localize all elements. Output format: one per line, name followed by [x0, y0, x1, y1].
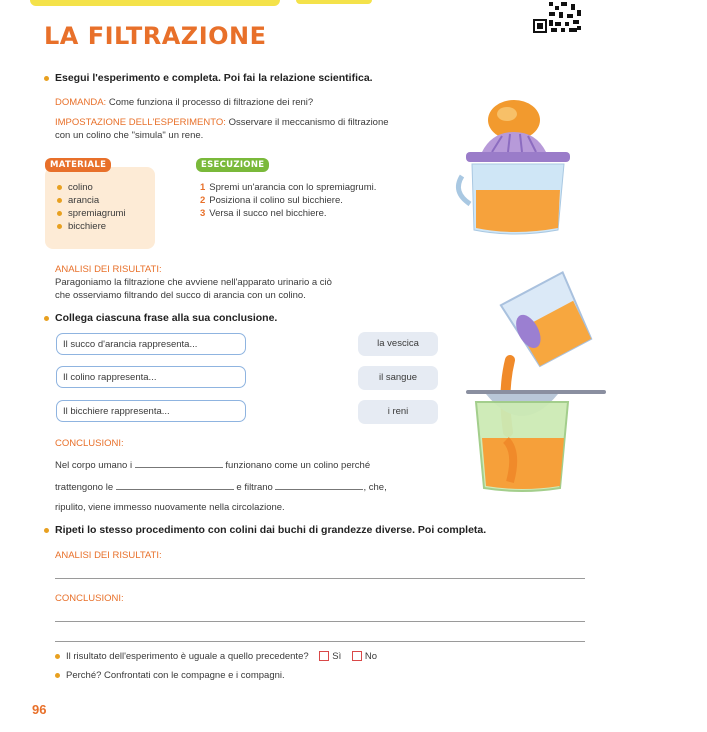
- bullet-icon: [44, 76, 49, 81]
- analisi-text-2: che osserviamo filtrando del succo di arancia con un colino.: [55, 290, 306, 301]
- analisi-label-1: ANALISI DEI RISULTATI:: [55, 264, 162, 275]
- match-left-1[interactable]: Il succo d'arancia rappresenta...: [56, 333, 246, 355]
- bullet-icon: [44, 316, 49, 321]
- analisi-label-2: ANALISI DEI RISULTATI:: [55, 550, 162, 561]
- page-number: 96: [32, 702, 47, 717]
- bullet-icon: [44, 528, 49, 533]
- list-item: arancia: [57, 194, 126, 207]
- conclusioni-label-2: CONCLUSIONI:: [55, 593, 124, 604]
- checkbox-no[interactable]: [352, 651, 362, 661]
- page-title: LA FILTRAZIONE: [44, 22, 267, 50]
- esecuzione-tag-label: ESECUZIONE: [196, 158, 269, 172]
- top-decoration-2: [296, 0, 372, 4]
- conclusioni-text: e filtrano: [236, 482, 273, 493]
- match-left-3[interactable]: Il bicchiere rappresenta...: [56, 400, 246, 422]
- list-item: 2 Posiziona il colino sul bicchiere.: [200, 195, 343, 206]
- domanda-label: DOMANDA:: [55, 97, 107, 108]
- fill-blank-3[interactable]: [275, 481, 363, 490]
- conclusioni-text: Nel corpo umano i: [55, 460, 133, 471]
- question-2-text: Perché? Confrontati con le compagne e i compagni.: [66, 670, 285, 681]
- top-decoration: [30, 0, 280, 6]
- checkbox-si[interactable]: [319, 651, 329, 661]
- analisi-text-1: Paragoniamo la filtrazione che avviene nell'apparato urinario a ciò: [55, 277, 332, 288]
- question-1-text: Il risultato dell'esperimento è uguale a quello precedente?: [66, 651, 309, 662]
- impostazione-text-1: Osservare il meccanismo di filtrazione: [228, 117, 389, 128]
- conclusioni-line-3: ripulito, viene immesso nuovamente nella circolazione.: [55, 502, 285, 513]
- esecuzione-list: [200, 181, 376, 220]
- bullet-icon: [55, 673, 60, 678]
- list-item: colino: [57, 181, 126, 194]
- list-item: 1 Spremi un'arancia con lo spremiagrumi.: [200, 182, 377, 193]
- answer-line-3[interactable]: [55, 641, 585, 642]
- match-right-1[interactable]: la vescica: [358, 332, 438, 356]
- qr-code: [533, 0, 583, 34]
- option-si-label: Sì: [332, 651, 342, 662]
- impostazione-label: IMPOSTAZIONE DELL'ESPERIMENTO:: [55, 117, 226, 128]
- fill-blank-1[interactable]: [135, 459, 223, 468]
- impostazione-text-2: con un colino che "simula" un rene.: [55, 130, 204, 141]
- materiale-tag-label: MATERIALE: [45, 158, 111, 172]
- materiale-list: [57, 181, 126, 233]
- conclusioni-line-1: [55, 459, 370, 471]
- option-no-label: No: [364, 651, 378, 662]
- conclusioni-text: trattengono le: [55, 482, 114, 493]
- conclusioni-text: , che,: [363, 482, 387, 493]
- conclusioni-line-2: [55, 481, 387, 493]
- bullet-icon: [55, 654, 60, 659]
- list-item: spremiagrumi: [57, 207, 126, 220]
- list-item: bicchiere: [57, 220, 126, 233]
- instruction-1-text: Esegui l'esperimento e completa. Poi fai la relazione scientifica.: [55, 72, 373, 84]
- match-right-3[interactable]: i reni: [358, 400, 438, 424]
- instruction-2-text: Collega ciascuna frase alla sua conclusione.: [55, 312, 278, 324]
- conclusioni-label-1: CONCLUSIONI:: [55, 438, 124, 449]
- instruction-3: [44, 524, 486, 536]
- impostazione-line-1: [55, 117, 389, 128]
- materiale-tag: [45, 158, 111, 172]
- juicer-illustration: [452, 92, 570, 240]
- list-item: 3 Versa il succo nel bicchiere.: [200, 208, 327, 219]
- domanda-line: [55, 97, 313, 108]
- instruction-2: [44, 312, 277, 324]
- answer-line-1[interactable]: [55, 578, 585, 579]
- instruction-3-text: Ripeti lo stesso procedimento con colini dai buchi di grandezze diverse. Poi completa.: [55, 524, 487, 536]
- domanda-text: Come funziona il processo di filtrazione dei reni?: [108, 97, 314, 108]
- esecuzione-tag: [196, 158, 269, 172]
- question-2: [55, 670, 285, 681]
- match-right-2[interactable]: il sangue: [358, 366, 438, 390]
- instruction-1: [44, 72, 373, 84]
- fill-blank-2[interactable]: [116, 481, 234, 490]
- match-left-2[interactable]: Il colino rappresenta...: [56, 366, 246, 388]
- conclusioni-text: funzionano come un colino perché: [225, 460, 371, 471]
- question-1: [55, 651, 377, 662]
- pouring-illustration: [466, 262, 606, 494]
- answer-line-2[interactable]: [55, 621, 585, 622]
